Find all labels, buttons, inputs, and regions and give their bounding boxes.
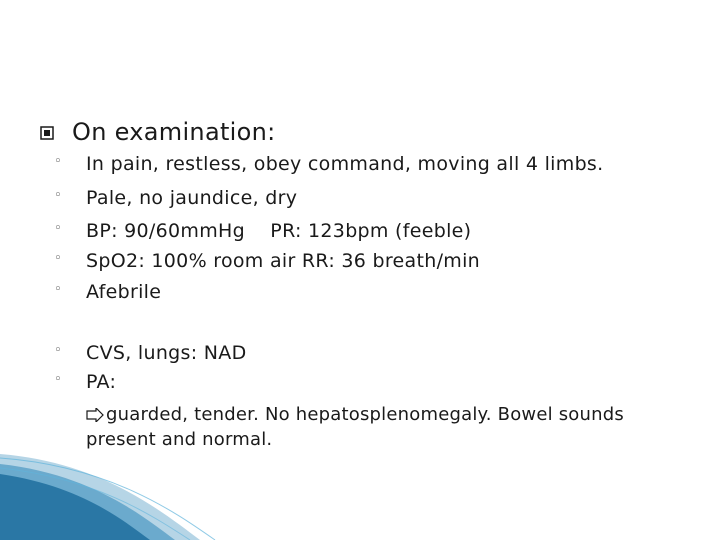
circle-bullet-icon: ◦ bbox=[54, 221, 62, 236]
circle-bullet-icon: ◦ bbox=[54, 188, 62, 203]
arrow-bullet-icon bbox=[86, 408, 104, 422]
list-item-text: BP: 90/60mmHg PR: 123bpm (feeble) bbox=[86, 220, 472, 242]
list-item-text: SpO2: 100% room air RR: 36 breath/min bbox=[86, 250, 481, 272]
list-item-text: PA: bbox=[86, 371, 117, 393]
sub-list-item-text: guarded, tender. No hepatosplenomegaly. Bowel sounds present and normal. bbox=[86, 404, 624, 450]
list-item-text: CVS, lungs: NAD bbox=[86, 342, 247, 364]
circle-bullet-icon: ◦ bbox=[54, 282, 62, 297]
circle-bullet-icon: ◦ bbox=[54, 343, 62, 358]
circle-bullet-icon: ◦ bbox=[54, 372, 62, 387]
circle-bullet-icon: ◦ bbox=[54, 154, 62, 169]
sub-list-item bbox=[86, 402, 696, 452]
list-item-text: Pale, no jaundice, dry bbox=[86, 187, 298, 209]
circle-bullet-icon: ◦ bbox=[54, 251, 62, 266]
heading: On examination: bbox=[72, 118, 276, 146]
list-item-text: Afebrile bbox=[86, 281, 162, 303]
square-bullet-icon bbox=[40, 126, 54, 140]
footer-wave-decoration bbox=[0, 450, 720, 540]
list-item-text: In pain, restless, obey command, moving all 4 limbs. bbox=[86, 153, 604, 175]
